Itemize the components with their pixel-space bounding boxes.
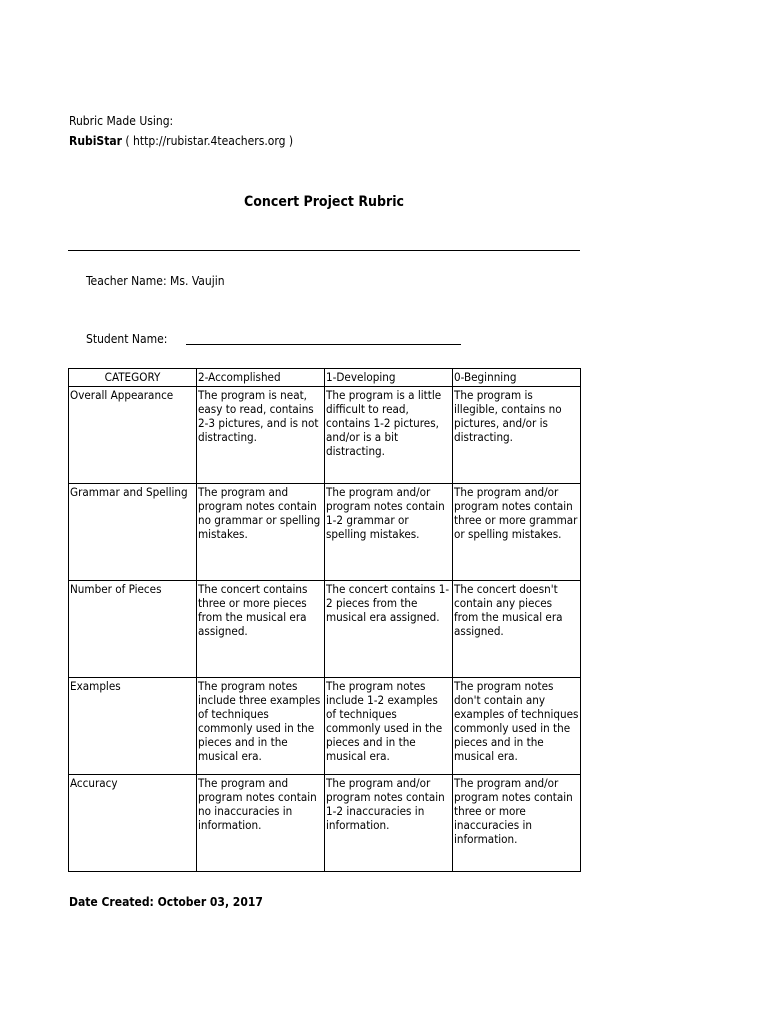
beginning-cell: The program notes don't contain any examples of techniques commonly used in the pieces and in the musical era. [453,678,581,775]
developing-cell: The program and/or program notes contain 1-2 grammar or spelling mistakes. [325,484,453,581]
rubistar-name: RubiStar [69,134,122,148]
table-row [69,484,581,581]
table-row [69,387,581,484]
developing-cell: The program notes include 1-2 examples of techniques commonly used in the pieces and in the musical era. [325,678,453,775]
accomplished-cell: The concert contains three or more pieces from the musical era assigned. [197,581,325,678]
header-beginning: 0-Beginning [453,369,581,387]
date-created: Date Created: October 03, 2017 [69,895,263,909]
rubric-header-row [69,369,581,387]
table-row [69,775,581,872]
developing-cell: The program and/or program notes contain 1-2 inaccuracies in information. [325,775,453,872]
rubric-table [68,368,581,872]
category-cell: Accuracy [69,775,197,872]
title-divider [68,250,580,251]
developing-cell: The concert contains 1-2 pieces from the musical era assigned. [325,581,453,678]
developing-cell: The program is a little difficult to read, contains 1-2 pictures, and/or is a bit distracting. [325,387,453,484]
accomplished-cell: The program and program notes contain no inaccuracies in information. [197,775,325,872]
header-accomplished: 2-Accomplished [197,369,325,387]
table-row [69,678,581,775]
student-name-blank [186,344,461,345]
beginning-cell: The program and/or program notes contain three or more inaccuracies in information. [453,775,581,872]
header-developing: 1-Developing [325,369,453,387]
header-category: CATEGORY [69,369,197,387]
student-name-label: Student Name: [86,332,168,346]
category-cell: Examples [69,678,197,775]
page-title: Concert Project Rubric [244,194,404,210]
made-using-label: Rubric Made Using: [69,114,174,128]
accomplished-cell: The program notes include three examples of techniques commonly used in the pieces and in the musical era. [197,678,325,775]
category-cell: Grammar and Spelling [69,484,197,581]
category-cell: Number of Pieces [69,581,197,678]
accomplished-cell: The program is neat, easy to read, contains 2-3 pictures, and is not distracting. [197,387,325,484]
beginning-cell: The concert doesn't contain any pieces from the musical era assigned. [453,581,581,678]
category-cell: Overall Appearance [69,387,197,484]
teacher-name: Teacher Name: Ms. Vaujin [86,274,225,288]
table-row [69,581,581,678]
beginning-cell: The program is illegible, contains no pictures, and/or is distracting. [453,387,581,484]
beginning-cell: The program and/or program notes contain three or more grammar or spelling mistakes. [453,484,581,581]
accomplished-cell: The program and program notes contain no grammar or spelling mistakes. [197,484,325,581]
rubistar-credit [69,134,293,149]
rubistar-url: ( http://rubistar.4teachers.org ) [121,134,294,148]
